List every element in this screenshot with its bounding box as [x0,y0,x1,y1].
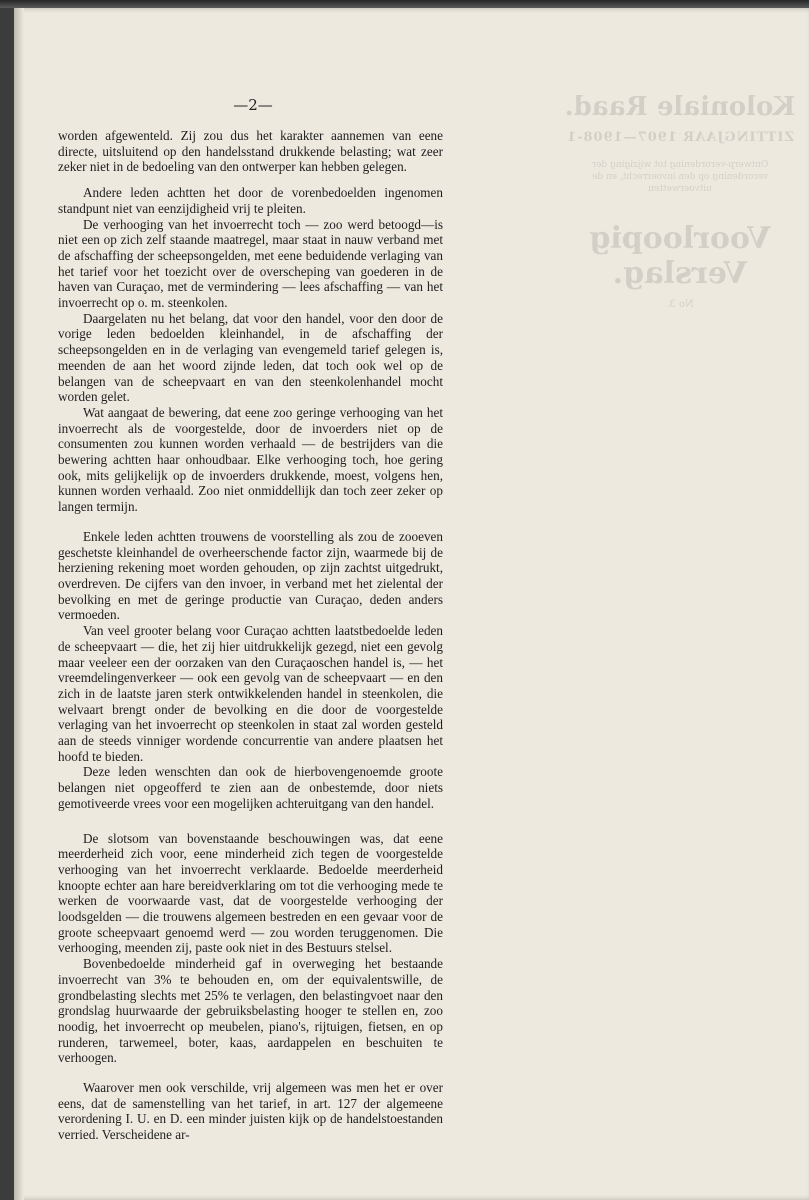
body-text-column [58,128,443,1143]
paragraph-9: De slotsom van bovenstaande beschouwingen was, dat eene meerderheid zich voor, eene minderheid zich tegen de voorgestelde verhooging van het invoerrecht verklaarde. Bedoelde meerderheid knoopte echter aan hare bereidverklaring om tot die verhooging mede te werken de voorwaarde vast, dat de voorgestelde verhooging der loodsgelden — die trouwens algemeen bestreden en een gevaar voor de groote scheepvaart genoemd werd — zou worden teruggenomen. Die verhooging, meenden zij, paste ook niet in des Bestuurs stelsel. [58,830,443,956]
paragraph-4: Daargelaten nu het belang, dat voor den handel, voor den door de vorige leden bedoelden kleinhandel, in de afschaffing der scheepsongelden en in de verlaging van evengemeld tarief gelegen is, meenden de aan het woord zijnde leden, dat toch ook wel op de belangen van de scheepvaart en van den steenkolenhandel mocht worden gelet. [58,310,443,405]
page-number: —2— [233,96,273,114]
paragraph-2: Andere leden achtten het door de vorenbedoelden ingenomen standpunt niet van eenzijdigheid vrij te pleiten. [58,185,443,216]
paragraph-7: Van veel grooter belang voor Curaçao achtten laatstbedoelde leden de scheepvaart — die, het zij hier uitdrukkelijk gezegd, niet een gevolg maar veeleer een der oorzaken van den Curaçaoschen handel is, — het vreemdelingenverkeer — ook een gevolg van de scheepvaart — en den zich in de laatste jaren sterk ontwikkelenden handel in steenkolen, die welvaart brengt onder de bevolking en die door de voorgestelde verlaging van het invoerrecht op steenkolen in staat zal worden gesteld aan de steeds vinniger wordende concurrentie van andere plaatsen het hoofd te bieden. [58,623,443,764]
paragraph-1: worden afgewenteld. Zij zou dus het karakter aannemen van eene directe, uitsluitend op den handelsstand drukkende belasting; wat zeer zeker niet in de bedoeling van den ontwerper kan hebben gelegen. [58,128,443,175]
paragraph-8: Deze leden wenschten dan ook de hierbovengenoemde groote belangen niet opgeofferd te zien aan de onbestemde, door niets gemotiveerde vrees voor een mogelijken achteruitgang van den handel. [58,764,443,811]
paragraph-3: De verhooging van het invoerrecht toch — zoo werd betoogd—is niet een op zich zelf staande maatregel, maar staat in nauw verband met de afschaffing der scheepsongelden, met eene beduidende verlaging van het tarief voor het toezicht over de overscheping van goederen in de haven van Curaçao, met de vermindering — lees afschaffing — van het invoerrecht op o. m. steenkolen. [58,216,443,311]
bleed-through-reverse-text [560,80,800,340]
scanner-edge [0,0,809,8]
bleed-line-3: Ontwerp-verordening tot wijziging der verordening op den invoerrecht, en de uitvoerwetten [591,160,769,194]
bleed-line-5: No 3. [666,299,694,310]
paragraph-5: Wat aangaat de bewering, dat eene zoo geringe verhooging van het invoerrecht als de voorgestelde, door de invoerders niet op de consumenten zou kunnen worden verhaald — de bestrijders van die bewering achtten haar onhoudbaar. Elke verhooging toch, hoe gering ook, mits gelijkelijk op de invoerders drukkende, moest, volgens hen, kunnen worden verhaald. Zoo niet onmiddellijk dan toch zeer zeker op langen termijn. [58,404,443,515]
paragraph-11: Waarover men ook verschilde, vrij algemeen was men het er over eens, dat de samenstelling van het tarief, in art. 127 der algemeene verordening I. U. en D. een minder juisten kijk op de handelstoestanden verried. Verscheidene ar- [58,1080,443,1143]
paragraph-10: Bovenbedoelde minderheid gaf in overweging het bestaande invoerrecht van 3% te behouden en, om der equivalentswille, de grondbelasting slechts met 25% te verlagen, den belastingvoet naar den grondslag huurwaarde der gebruiksbelasting hooger te stellen en, zoo noodig, het invoerrecht op meubelen, piano's, rijtuigen, fietsen, en op runderen, tarwemeel, boter, kaas, aardappelen en beschuiten te verhoogen. [58,956,443,1066]
page-binding-shadow [14,8,24,1200]
paragraph-6: Enkele leden achtten trouwens de voorstelling als zou de zooeven geschetste kleinhandel de overheerschende factor zijn, waarmede bij de herziening rekening moet worden gehouden, op zijn zachtst uitgedrukt, overdreven. De cijfers van den invoer, in verband met het zielental der bevolking en met de geringe productie van Curaçao, deden anders vermoeden. [58,528,443,623]
bleed-line-2: ZITTINGJAAR 1907—1908-1 [566,130,794,145]
bleed-line-4: Voorloopig Verslag. [589,221,771,291]
bleed-line-1: Koloniale Raad. [564,92,796,122]
